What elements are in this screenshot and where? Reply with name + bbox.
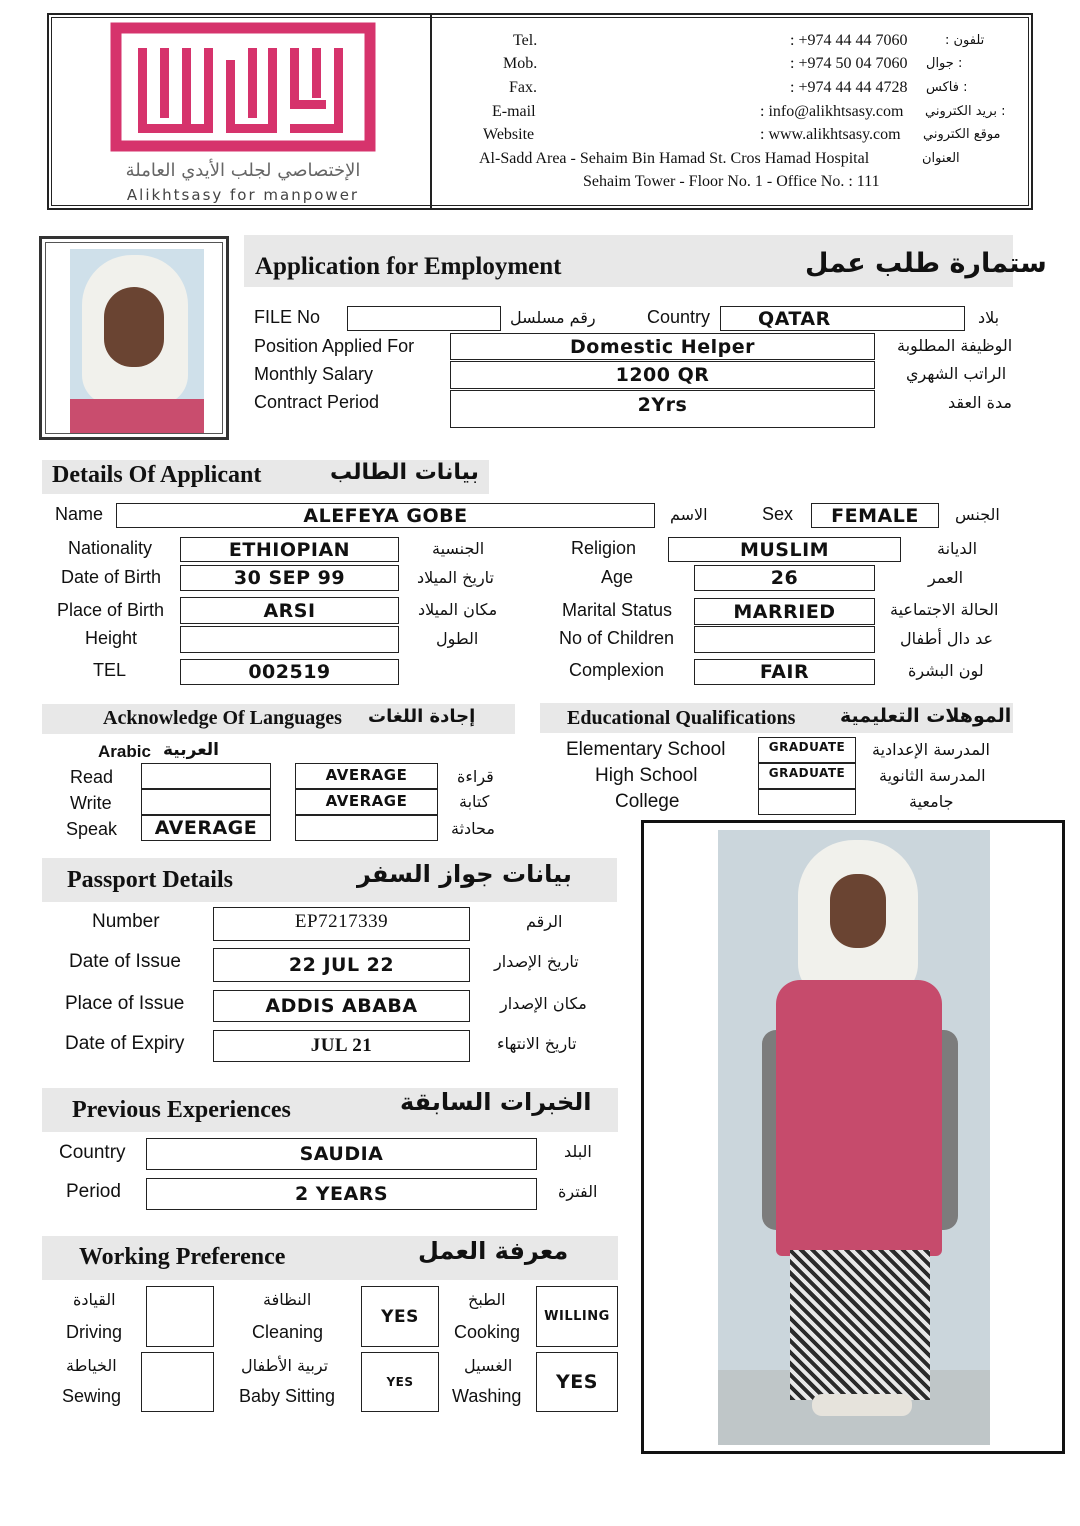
logo-english-name: Alikhtsasy for manpower <box>126 186 360 204</box>
expiry-label: Date of Expiry <box>65 1033 185 1054</box>
driving-field[interactable] <box>146 1286 214 1347</box>
washing-ar: الغسيل <box>464 1356 513 1375</box>
sewing-field[interactable] <box>141 1352 214 1412</box>
issue-place-field[interactable]: ADDIS ABABA <box>213 990 470 1022</box>
babysitting-label: Baby Sitting <box>239 1386 336 1406</box>
full-body-photo <box>641 820 1065 1454</box>
experience-title-en: Previous Experiences <box>72 1097 291 1123</box>
complexion-field[interactable]: FAIR <box>694 659 875 685</box>
name-field[interactable]: ALEFEYA GOBE <box>116 503 655 528</box>
pob-label: Place of Birth <box>57 600 165 620</box>
contact-label-email: E-mail <box>492 103 536 120</box>
applicant-title-ar: بيانات الطالب <box>330 460 479 485</box>
expiry-ar: تاريخ الانتهاء <box>497 1034 577 1053</box>
elementary-field[interactable]: GRADUATE <box>758 737 856 763</box>
write-label: Write <box>70 793 112 813</box>
passport-number-label: Number <box>92 911 160 932</box>
sewing-ar: الخياطة <box>66 1356 117 1375</box>
portrait-clothing <box>70 399 204 433</box>
driving-label: Driving <box>66 1322 123 1342</box>
speak-label: Speak <box>66 819 118 839</box>
babysitting-field[interactable]: YES <box>361 1352 439 1412</box>
contract-label: Contract Period <box>254 392 380 412</box>
high-school-ar: المدرسة الثانوية <box>879 766 986 785</box>
college-label: College <box>615 791 680 812</box>
tel-field[interactable]: 002519 <box>180 659 399 685</box>
applicant-title-en: Details Of Applicant <box>52 462 262 488</box>
age-label: Age <box>601 567 634 587</box>
contact-value-website: : www.alikhtsasy.com <box>760 126 901 143</box>
complexion-label: Complexion <box>569 660 665 680</box>
college-field[interactable] <box>758 789 856 815</box>
country-field[interactable]: QATAR <box>720 306 965 331</box>
speak-ar: محادثة <box>451 819 495 838</box>
company-logo <box>108 20 378 205</box>
contact-label-mob: Mob. <box>503 55 538 72</box>
photo-uniform <box>776 980 942 1256</box>
age-ar: العمر <box>928 568 964 587</box>
contact-value-tel: : +974 44 44 7060 <box>790 32 908 49</box>
children-field[interactable] <box>694 626 875 653</box>
read-ar: قراءة <box>457 767 494 786</box>
english-write-field[interactable]: AVERAGE <box>295 789 438 815</box>
high-school-label: High School <box>595 765 698 786</box>
cooking-label: Cooking <box>454 1322 521 1342</box>
sex-label: Sex <box>762 504 794 524</box>
nationality-label: Nationality <box>68 538 153 558</box>
experience-period-label: Period <box>66 1181 121 1202</box>
issue-date-field[interactable]: 22 JUL 22 <box>213 948 470 982</box>
religion-label: Religion <box>571 538 637 558</box>
nationality-ar: الجنسية <box>432 539 485 558</box>
contact-label-tel: Tel. <box>513 32 538 49</box>
washing-field[interactable]: YES <box>536 1352 618 1412</box>
dob-label: Date of Birth <box>61 567 162 587</box>
address-ar: العنوان <box>922 151 960 166</box>
country-ar: بلاد <box>978 308 1000 327</box>
write-ar: كتابة <box>459 792 490 811</box>
photo-shoes <box>812 1394 912 1416</box>
elementary-ar: المدرسة الإعدادية <box>872 740 990 759</box>
passport-title-en: Passport Details <box>67 867 233 893</box>
name-ar: الاسم <box>670 505 708 524</box>
position-ar: الوظيفة المطلوبة <box>897 336 1013 355</box>
high-school-field[interactable]: GRADUATE <box>758 763 856 789</box>
preference-title-en: Working Preference <box>79 1244 286 1270</box>
arabic-write-field[interactable] <box>141 789 271 815</box>
read-label: Read <box>70 767 114 787</box>
logo-arabic-name: الإختصاصي لجلب الأيدي العاملة <box>125 160 361 181</box>
file-no-field[interactable] <box>347 306 501 331</box>
english-speak-field[interactable] <box>295 815 438 841</box>
nationality-field[interactable]: ETHIOPIAN <box>180 537 399 562</box>
name-label: Name <box>55 504 104 524</box>
application-title-en: Application for Employment <box>255 253 562 280</box>
elementary-label: Elementary School <box>566 739 726 760</box>
contact-label-website: Website <box>483 126 535 143</box>
contact-ar-mob: : جوال <box>926 56 963 71</box>
marital-ar: الحالة الاجتماعية <box>890 600 999 619</box>
cooking-ar: الطبخ <box>468 1290 506 1309</box>
arabic-ar: العربية <box>163 740 220 760</box>
passport-number-ar: الرقم <box>526 912 563 931</box>
college-ar: جامعية <box>909 792 954 811</box>
photo-skirt <box>790 1250 930 1400</box>
age-field[interactable]: 26 <box>694 565 875 591</box>
sewing-label: Sewing <box>62 1386 122 1406</box>
religion-ar: الديانة <box>937 539 978 558</box>
pob-field[interactable]: ARSI <box>180 597 399 624</box>
experience-country-ar: البلد <box>564 1142 592 1161</box>
tel-label: TEL <box>93 660 127 680</box>
cooking-field[interactable]: WILLING <box>536 1286 618 1347</box>
salary-label: Monthly Salary <box>254 364 374 384</box>
experience-country-label: Country <box>59 1142 126 1163</box>
contact-value-email: : info@alikhtsasy.com <box>760 103 904 120</box>
address-line-1: Al-Sadd Area - Sehaim Bin Hamad St. Cros Hamad Hospital <box>479 150 870 167</box>
logo-mark-icon <box>108 20 378 160</box>
education-title-en: Educational Qualifications <box>567 707 796 729</box>
contract-ar: مدة العقد <box>948 393 1012 412</box>
passport-title-ar: بيانات جواز السفر <box>357 860 572 888</box>
portrait-face <box>104 287 164 367</box>
issue-place-ar: مكان الإصدار <box>500 994 587 1013</box>
dob-field[interactable]: 30 SEP 99 <box>180 565 399 591</box>
issue-date-label: Date of Issue <box>69 951 181 972</box>
arabic-read-field[interactable] <box>141 763 271 789</box>
country-label: Country <box>647 307 711 327</box>
contact-value-mob: : +974 50 04 7060 <box>790 55 908 72</box>
issue-place-label: Place of Issue <box>65 993 185 1014</box>
address-line-2: Sehaim Tower - Floor No. 1 - Office No. : 111 <box>583 173 880 190</box>
cleaning-ar: النظافة <box>263 1290 312 1309</box>
marital-field[interactable]: MARRIED <box>694 598 875 625</box>
marital-label: Marital Status <box>562 600 673 620</box>
cleaning-field[interactable]: YES <box>361 1286 439 1347</box>
height-field[interactable] <box>180 626 399 653</box>
position-field[interactable]: Domestic Helper <box>450 333 875 360</box>
height-ar: الطول <box>436 629 479 648</box>
position-label: Position Applied For <box>254 336 415 356</box>
expiry-field[interactable]: JUL 21 <box>213 1030 470 1062</box>
arabic-label: Arabic <box>98 742 151 761</box>
dob-ar: تاريخ الميلاد <box>417 568 494 587</box>
experience-period-ar: الفترة <box>558 1182 598 1201</box>
children-ar: عد دال أطفال <box>900 629 994 648</box>
languages-title-ar: إجادة اللغات <box>368 706 476 727</box>
experience-title-ar: الخبرات السابقة <box>400 1088 592 1116</box>
salary-field[interactable]: 1200 QR <box>450 361 875 389</box>
file-no-ar: رقم مسلسل <box>510 308 596 327</box>
sex-ar: الجنس <box>955 505 1000 524</box>
sex-field[interactable]: FEMALE <box>811 503 939 528</box>
contact-ar-fax: : فاكس <box>926 80 968 95</box>
languages-title-en: Acknowledge Of Languages <box>103 707 342 729</box>
preference-title-ar: معرفة العمل <box>418 1237 569 1265</box>
education-title-ar: الموهلات التعليمية <box>840 705 1012 727</box>
portrait-photo <box>39 236 229 440</box>
experience-country-field[interactable]: SAUDIA <box>146 1138 537 1170</box>
washing-label: Washing <box>452 1386 522 1406</box>
babysitting-ar: تربية الأطفال <box>241 1356 329 1375</box>
english-read-field[interactable]: AVERAGE <box>295 763 438 789</box>
height-label: Height <box>85 628 138 648</box>
contact-ar-tel: تلفون : <box>945 33 985 48</box>
arabic-speak-field[interactable]: AVERAGE <box>141 815 271 841</box>
religion-field[interactable]: MUSLIM <box>668 537 901 562</box>
issue-date-ar: تاريخ الإصدار <box>494 952 579 971</box>
children-label: No of Children <box>559 628 675 648</box>
driving-ar: القيادة <box>73 1290 116 1309</box>
contact-value-fax: : +974 44 44 4728 <box>790 79 908 96</box>
pob-ar: مكان الميلاد <box>418 600 498 619</box>
passport-number-field[interactable]: EP7217339 <box>213 907 470 941</box>
contact-ar-website: موقع الكتروني <box>923 127 1001 142</box>
complexion-ar: لون البشرة <box>908 661 984 680</box>
file-no-label: FILE No <box>254 307 321 327</box>
contact-ar-email: : بريد الكتروني <box>925 104 1006 119</box>
contact-label-fax: Fax. <box>509 79 537 96</box>
contract-field[interactable]: 2Yrs <box>450 390 875 428</box>
experience-period-field[interactable]: 2 YEARS <box>146 1178 537 1210</box>
application-title-ar: ستمارة طلب عمل <box>805 248 1047 279</box>
salary-ar: الراتب الشهري <box>906 364 1007 383</box>
cleaning-label: Cleaning <box>252 1322 324 1342</box>
photo-face <box>830 874 886 948</box>
